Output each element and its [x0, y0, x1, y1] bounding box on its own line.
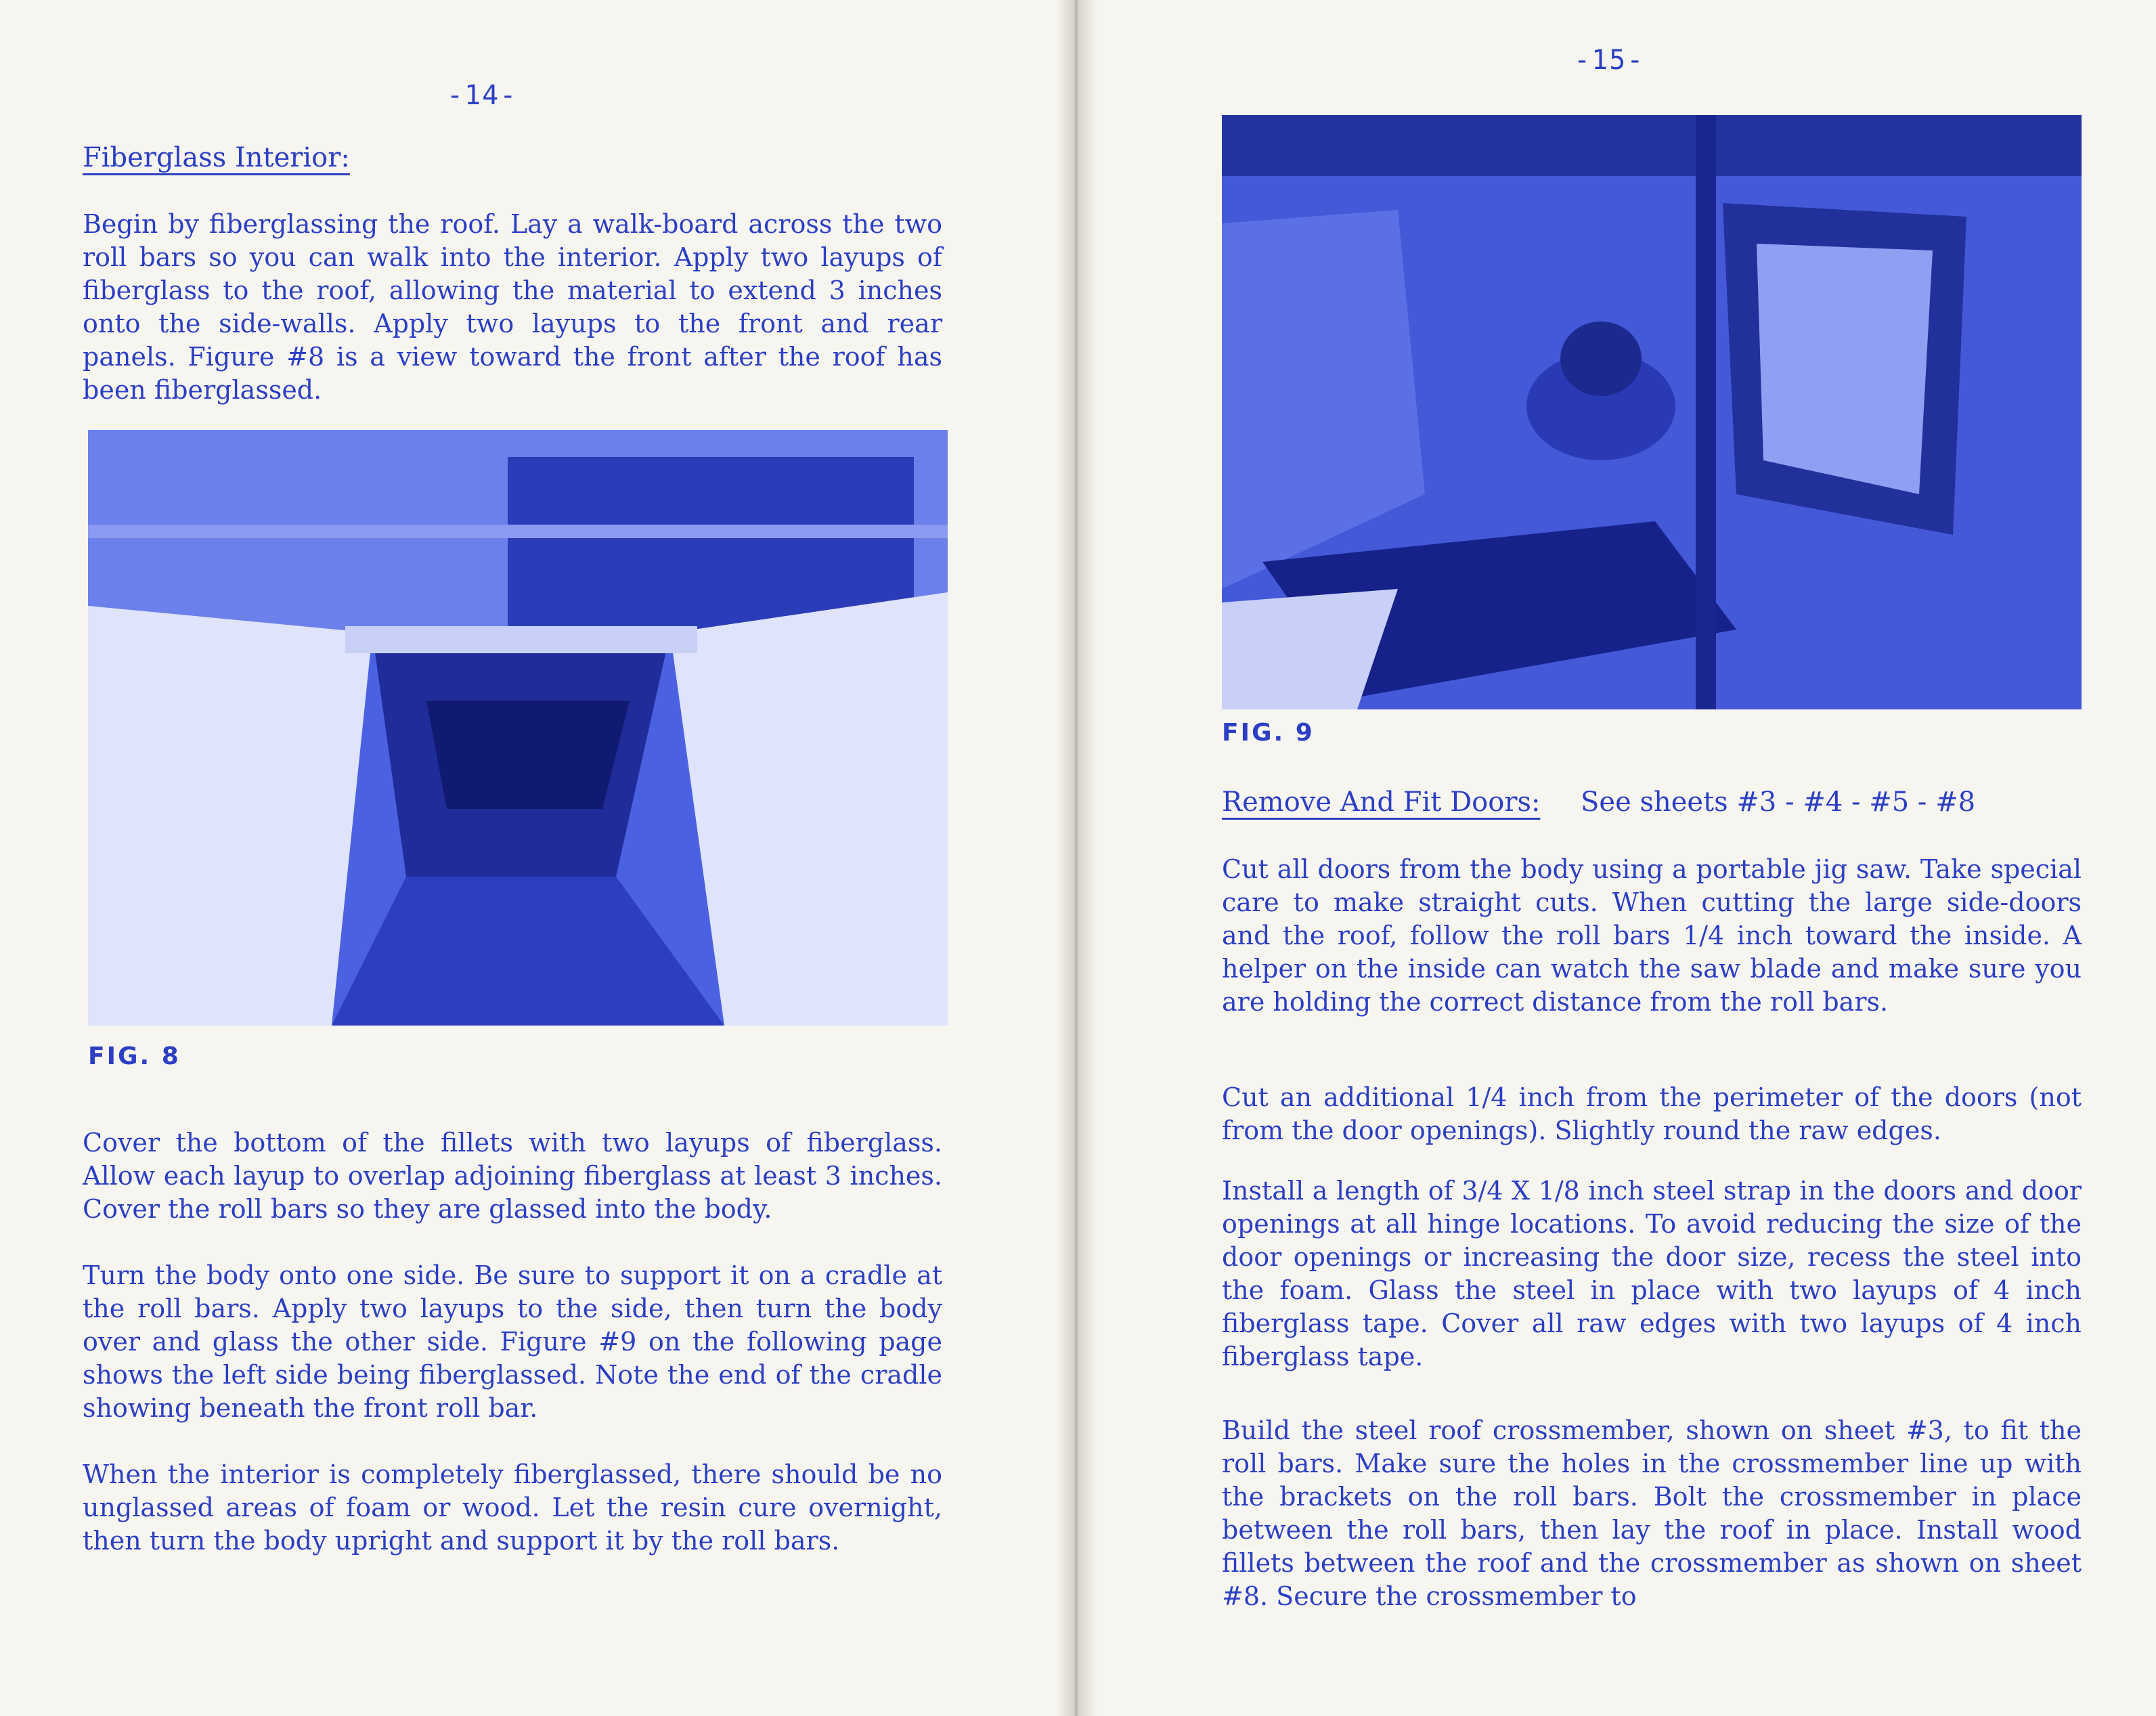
- figure-label: FIG. 9: [1222, 719, 1315, 747]
- right-page: [1080, 0, 2156, 1716]
- sheet-reference: See sheets #3 - #4 - #5 - #8: [1581, 787, 1976, 818]
- paragraph: Turn the body onto one side. Be sure to support it on a cradle at the roll bars. Apply two layups to the side, then turn the body over and glass the other side. Figure #9 on the following page shows the left side being fiberglassed. Note the end of the cradle showing beneath the front roll bar.: [83, 1260, 942, 1423]
- figure-8-photo: [88, 430, 948, 1026]
- intro-paragraph: Begin by fiberglassing the roof. Lay a walk-board across the two roll bars so you can walk into the interior. Apply two layups of fiberglass to the roof, allowing the material to extend 3 inches onto the side-walls. Apply two layups to the front and rear panels. Figure #8 is a view toward the front after the roof has been fiberglassed.: [83, 209, 942, 405]
- page-number: -15-: [1574, 45, 1645, 76]
- paragraph: When the interior is completely fiberglassed, there should be no unglassed areas of foam or wood. Let the resin cure overnight, then turn the body upright and support it by the roll bars.: [83, 1459, 942, 1556]
- page-number: -14-: [447, 80, 518, 111]
- paragraph: Cover the bottom of the fillets with two layups of fiberglass. Allow each layup to overlap adjoining fiberglass at least 3 inches. Cover the roll bars so they are glassed into the body.: [83, 1128, 942, 1224]
- paragraph: Build the steel roof crossmember, shown on sheet #3, to fit the roll bars. Make sure the holes in the crossmember line up with the brackets on the roll bars. Bolt the crossmember in place between the roll bars, then lay the roof in place. Install wood fillets between the roof and the crossmember as shown on sheet #8. Secure the crossmember to: [1222, 1415, 2082, 1611]
- paragraph: Cut all doors from the body using a portable jig saw. Take special care to make straight cuts. When cutting the large side-doors and the roof, follow the roll bars 1/4 inch toward the inside. A helper on the inside can watch the saw blade and make sure you are holding the correct distance from the roll bars.: [1222, 854, 2082, 1017]
- section-heading: Remove And Fit Doors:: [1222, 787, 1541, 818]
- figure-9-photo: [1222, 115, 2082, 709]
- left-page: [0, 0, 1073, 1716]
- figure-label: FIG. 8: [88, 1042, 181, 1070]
- paragraph: Cut an additional 1/4 inch from the perimeter of the doors (not from the door openings). Slightly round the raw edges.: [1222, 1082, 2082, 1145]
- paragraph: Install a length of 3/4 X 1/8 inch steel strap in the doors and door openings at all hinge locations. To avoid reducing the size of the door openings or increasing the door size, recess the steel into the foam. Glass the steel in place with two layups of 4 inch fiberglass tape. Cover all raw edges with two layups of 4 inch fiberglass tape.: [1222, 1176, 2082, 1371]
- section-heading: Fiberglass Interior:: [83, 142, 350, 173]
